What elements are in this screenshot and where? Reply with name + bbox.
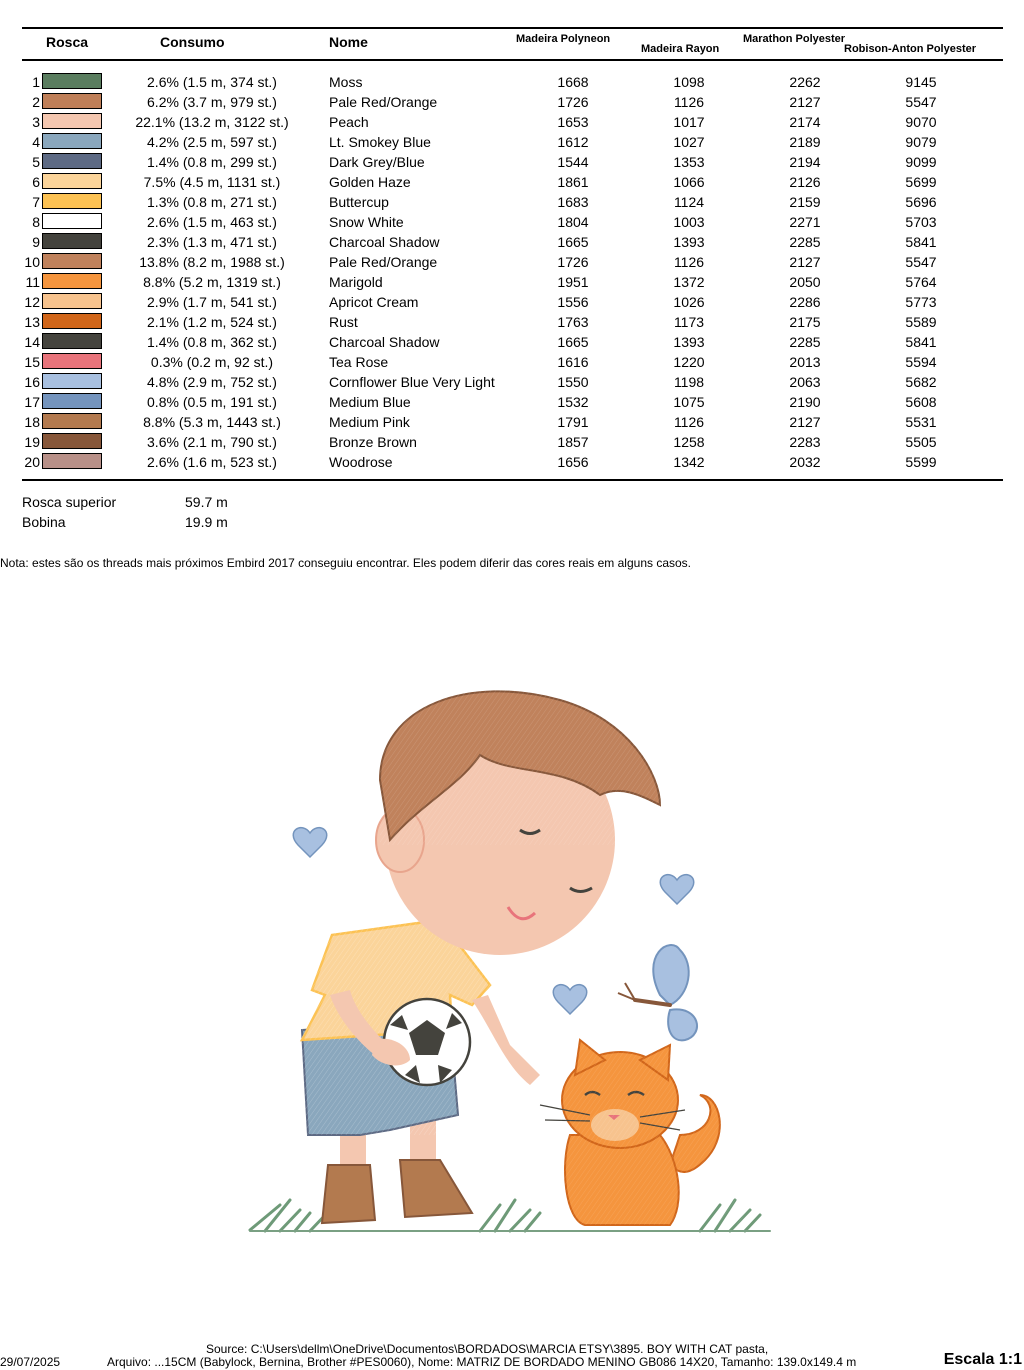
robison-code: 5773	[905, 294, 937, 310]
marathon-code: 2127	[789, 94, 821, 110]
thread-consumo: 2.6% (1.5 m, 374 st.)	[147, 74, 277, 90]
header-marathon: Marathon Polyester	[743, 33, 846, 45]
thread-name: Tea Rose	[329, 354, 389, 370]
madeira-polyneon-code: 1668	[557, 74, 589, 90]
madeira-rayon-code: 1098	[673, 74, 705, 90]
marathon-code: 2286	[789, 294, 821, 310]
table-row	[0, 112, 1024, 132]
color-swatch	[42, 373, 102, 389]
thread-name: Medium Pink	[329, 414, 410, 430]
madeira-polyneon-code: 1763	[557, 314, 589, 330]
table-row	[0, 372, 1024, 392]
thread-name: Lt. Smokey Blue	[329, 134, 431, 150]
thread-number: 17	[24, 394, 40, 410]
table-row	[0, 452, 1024, 472]
marathon-code: 2127	[789, 254, 821, 270]
color-swatch	[42, 333, 102, 349]
madeira-rayon-code: 1126	[673, 254, 705, 270]
footer-date: 29/07/2025	[0, 1355, 61, 1369]
marathon-code: 2159	[789, 194, 821, 210]
marathon-code: 2032	[789, 454, 821, 470]
thread-name: Dark Grey/Blue	[329, 154, 425, 170]
thread-name: Moss	[329, 74, 363, 90]
thread-consumo: 0.3% (0.2 m, 92 st.)	[150, 354, 274, 370]
madeira-polyneon-code: 1951	[557, 274, 589, 290]
robison-code: 9145	[905, 74, 937, 90]
madeira-polyneon-code: 1683	[557, 194, 589, 210]
robison-code: 5589	[905, 314, 937, 330]
table-row	[0, 352, 1024, 372]
color-swatch	[42, 113, 102, 129]
madeira-polyneon-code: 1616	[557, 354, 589, 370]
color-swatch	[42, 133, 102, 149]
thread-number: 6	[32, 174, 40, 190]
color-swatch	[42, 73, 102, 89]
thread-consumo: 0.8% (0.5 m, 191 st.)	[147, 394, 277, 410]
madeira-polyneon-code: 1550	[557, 374, 589, 390]
color-swatch	[42, 413, 102, 429]
thread-name: Bronze Brown	[329, 434, 417, 450]
madeira-rayon-code: 1372	[673, 274, 705, 290]
thread-number: 10	[24, 254, 40, 270]
robison-code: 5599	[905, 454, 937, 470]
thread-number: 15	[24, 354, 40, 370]
thread-name: Pale Red/Orange	[329, 254, 438, 270]
table-row	[0, 432, 1024, 452]
marathon-code: 2283	[789, 434, 821, 450]
thread-consumo: 3.6% (2.1 m, 790 st.)	[147, 434, 277, 450]
table-row	[0, 132, 1024, 152]
table-top-rule	[22, 27, 1003, 29]
thread-number: 11	[25, 274, 40, 290]
madeira-polyneon-code: 1532	[557, 394, 589, 410]
thread-name: Snow White	[329, 214, 404, 230]
color-swatch	[42, 253, 102, 269]
madeira-rayon-code: 1003	[673, 214, 705, 230]
robison-code: 5531	[905, 414, 937, 430]
marathon-code: 2013	[789, 354, 821, 370]
marathon-code: 2262	[789, 74, 821, 90]
thread-number: 19	[24, 434, 40, 450]
thread-consumo: 1.4% (0.8 m, 362 st.)	[147, 334, 277, 350]
thread-consumo: 8.8% (5.2 m, 1319 st.)	[143, 274, 281, 290]
thread-consumo: 22.1% (13.2 m, 3122 st.)	[135, 114, 289, 130]
color-swatch	[42, 273, 102, 289]
table-row	[0, 252, 1024, 272]
header-nome: Nome	[329, 34, 368, 50]
robison-code: 5547	[905, 94, 937, 110]
madeira-polyneon-code: 1804	[557, 214, 589, 230]
madeira-rayon-code: 1393	[673, 334, 705, 350]
thread-note: Nota: estes são os threads mais próximos Embird 2017 conseguiu encontrar. Eles podem diferir das cores reais em alguns casos.	[0, 556, 692, 570]
thread-number: 1	[32, 74, 40, 90]
table-row	[0, 92, 1024, 112]
color-swatch	[42, 393, 102, 409]
robison-code: 9099	[905, 154, 937, 170]
marathon-code: 2174	[789, 114, 821, 130]
marathon-code: 2127	[789, 414, 821, 430]
robison-code: 5682	[905, 374, 937, 390]
marathon-code: 2126	[789, 174, 821, 190]
robison-code: 5594	[905, 354, 937, 370]
marathon-code: 2050	[789, 274, 821, 290]
robison-code: 9079	[905, 134, 937, 150]
color-swatch	[42, 433, 102, 449]
thread-number: 16	[24, 374, 40, 390]
robison-code: 5608	[905, 394, 937, 410]
madeira-rayon-code: 1026	[673, 294, 705, 310]
header-madeira-rayon: Madeira Rayon	[641, 43, 720, 55]
thread-consumo: 2.3% (1.3 m, 471 st.)	[147, 234, 277, 250]
madeira-polyneon-code: 1544	[557, 154, 589, 170]
thread-name: Marigold	[329, 274, 383, 290]
color-swatch	[42, 93, 102, 109]
madeira-rayon-code: 1126	[673, 414, 705, 430]
footer-source: Source: C:\Users\dellm\OneDrive\Documentos\BORDADOS\MARCIA ETSY\3895. BOY WITH CAT pasta,	[206, 1342, 769, 1356]
robison-code: 5547	[905, 254, 937, 270]
thread-name: Medium Blue	[329, 394, 411, 410]
thread-name: Charcoal Shadow	[329, 334, 440, 350]
table-row	[0, 72, 1024, 92]
thread-number: 8	[32, 214, 40, 230]
thread-name: Rust	[329, 314, 358, 330]
madeira-polyneon-code: 1653	[557, 114, 589, 130]
thread-consumo: 8.8% (5.3 m, 1443 st.)	[143, 414, 281, 430]
total-bobina-label: Bobina	[22, 514, 66, 530]
table-row	[0, 272, 1024, 292]
thread-consumo: 2.6% (1.6 m, 523 st.)	[147, 454, 277, 470]
embroidery-design-image	[240, 665, 780, 1245]
madeira-polyneon-code: 1656	[557, 454, 589, 470]
color-swatch	[42, 353, 102, 369]
thread-name: Woodrose	[329, 454, 393, 470]
marathon-code: 2194	[789, 154, 821, 170]
thread-name: Apricot Cream	[329, 294, 419, 310]
madeira-rayon-code: 1342	[673, 454, 705, 470]
color-swatch	[42, 313, 102, 329]
robison-code: 5703	[905, 214, 937, 230]
color-swatch	[42, 453, 102, 469]
thread-consumo: 6.2% (3.7 m, 979 st.)	[147, 94, 277, 110]
table-row	[0, 152, 1024, 172]
thread-number: 18	[24, 414, 40, 430]
madeira-polyneon-code: 1861	[557, 174, 589, 190]
thread-number: 13	[24, 314, 40, 330]
color-swatch	[42, 213, 102, 229]
thread-number: 7	[32, 194, 40, 210]
madeira-polyneon-code: 1665	[557, 234, 589, 250]
color-swatch	[42, 193, 102, 209]
table-row	[0, 212, 1024, 232]
thread-consumo: 2.6% (1.5 m, 463 st.)	[147, 214, 277, 230]
madeira-rayon-code: 1027	[673, 134, 705, 150]
marathon-code: 2271	[789, 214, 821, 230]
header-consumo: Consumo	[160, 34, 225, 50]
thread-number: 9	[32, 234, 40, 250]
thread-consumo: 2.1% (1.2 m, 524 st.)	[147, 314, 277, 330]
thread-number: 12	[24, 294, 40, 310]
thread-consumo: 13.8% (8.2 m, 1988 st.)	[139, 254, 285, 270]
table-header-rule	[22, 59, 1003, 61]
thread-consumo: 7.5% (4.5 m, 1131 st.)	[143, 174, 281, 190]
header-madeira-polyneon: Madeira Polyneon	[516, 33, 611, 45]
total-bobina-value: 19.9 m	[185, 514, 228, 530]
color-swatch	[42, 153, 102, 169]
robison-code: 9070	[905, 114, 937, 130]
thread-name: Cornflower Blue Very Light	[329, 374, 495, 390]
thread-consumo: 4.2% (2.5 m, 597 st.)	[147, 134, 277, 150]
thread-consumo: 1.4% (0.8 m, 299 st.)	[147, 154, 277, 170]
thread-consumo: 4.8% (2.9 m, 752 st.)	[147, 374, 277, 390]
robison-code: 5505	[905, 434, 937, 450]
madeira-rayon-code: 1066	[673, 174, 705, 190]
marathon-code: 2063	[789, 374, 821, 390]
marathon-code: 2189	[789, 134, 821, 150]
madeira-rayon-code: 1353	[673, 154, 705, 170]
thread-name: Charcoal Shadow	[329, 234, 440, 250]
cat-illustration	[540, 1040, 750, 1225]
marathon-code: 2285	[789, 334, 821, 350]
thread-number: 20	[24, 454, 40, 470]
madeira-polyneon-code: 1612	[557, 134, 589, 150]
table-row	[0, 232, 1024, 252]
madeira-rayon-code: 1173	[673, 314, 705, 330]
madeira-rayon-code: 1258	[673, 434, 705, 450]
thread-number: 2	[32, 94, 40, 110]
table-row	[0, 412, 1024, 432]
color-swatch	[42, 293, 102, 309]
butterfly-illustration	[618, 945, 697, 1040]
thread-name: Golden Haze	[329, 174, 411, 190]
robison-code: 5696	[905, 194, 937, 210]
marathon-code: 2175	[789, 314, 821, 330]
madeira-polyneon-code: 1726	[557, 94, 589, 110]
header-robison: Robison-Anton Polyester	[844, 43, 977, 55]
madeira-polyneon-code: 1791	[557, 414, 589, 430]
madeira-rayon-code: 1393	[673, 234, 705, 250]
table-row	[0, 392, 1024, 412]
table-row	[0, 292, 1024, 312]
color-swatch	[42, 233, 102, 249]
table-row	[0, 192, 1024, 212]
color-swatch	[42, 173, 102, 189]
madeira-rayon-code: 1220	[673, 354, 705, 370]
table-row	[0, 312, 1024, 332]
robison-code: 5699	[905, 174, 937, 190]
thread-number: 14	[24, 334, 40, 350]
thread-number: 5	[32, 154, 40, 170]
madeira-polyneon-code: 1857	[557, 434, 589, 450]
thread-number: 4	[32, 134, 40, 150]
header-rosca: Rosca	[46, 34, 89, 50]
total-superior-label: Rosca superior	[22, 494, 117, 510]
table-row	[0, 172, 1024, 192]
table-bottom-rule	[22, 479, 1003, 481]
footer-arquivo: Arquivo: ...15CM (Babylock, Bernina, Brother #PES0060), Nome: MATRIZ DE BORDADO MENINO GB086 14X20, Tamanho: 139.0x149.4 m	[107, 1355, 857, 1369]
thread-name: Peach	[329, 114, 369, 130]
marathon-code: 2285	[789, 234, 821, 250]
madeira-rayon-code: 1124	[673, 194, 705, 210]
thread-consumo: 1.3% (0.8 m, 271 st.)	[147, 194, 277, 210]
madeira-rayon-code: 1198	[673, 374, 705, 390]
thread-name: Pale Red/Orange	[329, 94, 438, 110]
total-superior-value: 59.7 m	[185, 494, 228, 510]
madeira-rayon-code: 1017	[673, 114, 705, 130]
robison-code: 5764	[905, 274, 937, 290]
marathon-code: 2190	[789, 394, 821, 410]
scale-label: Escala 1:1	[943, 1351, 1022, 1368]
madeira-rayon-code: 1126	[673, 94, 705, 110]
madeira-rayon-code: 1075	[673, 394, 705, 410]
table-row	[0, 332, 1024, 352]
robison-code: 5841	[905, 334, 937, 350]
thread-number: 3	[32, 114, 40, 130]
robison-code: 5841	[905, 234, 937, 250]
thread-consumo: 2.9% (1.7 m, 541 st.)	[147, 294, 277, 310]
madeira-polyneon-code: 1556	[557, 294, 589, 310]
madeira-polyneon-code: 1726	[557, 254, 589, 270]
thread-name: Buttercup	[329, 194, 389, 210]
madeira-polyneon-code: 1665	[557, 334, 589, 350]
